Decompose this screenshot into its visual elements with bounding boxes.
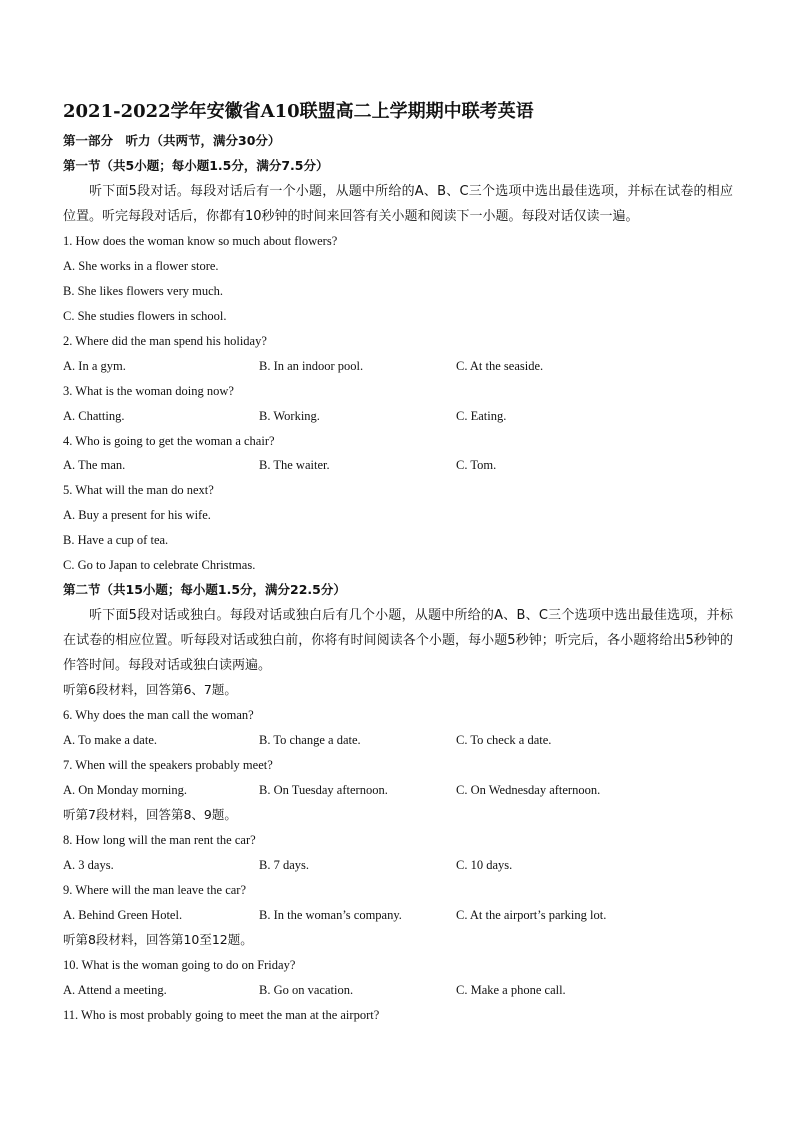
q2-option-a: A. In a gym. — [63, 359, 126, 373]
q10-option-c: C. Make a phone call. — [456, 983, 566, 997]
q5-option-c: C. Go to Japan to celebrate Christmas. — [63, 558, 256, 572]
q10-option-a: A. Attend a meeting. — [63, 983, 167, 997]
question-5: 5. What will the man do next? — [63, 483, 214, 497]
question-9: 9. Where will the man leave the car? — [63, 883, 247, 897]
question-4: 4. Who is going to get the woman a chair? — [63, 434, 275, 448]
question-2: 2. Where did the man spend his holiday? — [63, 334, 267, 348]
q5-option-a: A. Buy a present for his wife. — [63, 508, 211, 522]
q8-options — [63, 856, 743, 874]
q1-option-a: A. She works in a flower store. — [63, 259, 219, 273]
q6-option-c: C. To check a date. — [456, 733, 552, 747]
q9-options — [63, 906, 743, 924]
q1-option-b: B. She likes flowers very much. — [63, 284, 224, 298]
question-1: 1. How does the woman know so much about flowers? — [63, 234, 338, 248]
q9-option-a: A. Behind Green Hotel. — [63, 908, 183, 922]
q8-option-c: C. 10 days. — [456, 858, 513, 872]
q9-option-c: C. At the airport’s parking lot. — [456, 908, 607, 922]
q3-option-c: C. Eating. — [456, 409, 507, 423]
part1-heading: 第一部分 听力（共两节，满分30分） — [63, 133, 281, 148]
q6-option-a: A. To make a date. — [63, 733, 158, 747]
q4-option-a: A. The man. — [63, 458, 126, 472]
question-6: 6. Why does the man call the woman? — [63, 708, 254, 722]
q6-options — [63, 731, 743, 749]
q5-option-b: B. Have a cup of tea. — [63, 533, 169, 547]
material-8-label: 听第8段材料，回答第10至12题。 — [63, 932, 253, 947]
question-8: 8. How long will the man rent the car? — [63, 833, 256, 847]
question-3: 3. What is the woman doing now? — [63, 384, 234, 398]
q8-option-a: A. 3 days. — [63, 858, 114, 872]
question-7: 7. When will the speakers probably meet? — [63, 758, 273, 772]
q9-option-b: B. In the woman’s company. — [259, 908, 402, 922]
q4-options — [63, 456, 743, 474]
q2-option-c: C. At the seaside. — [456, 359, 544, 373]
q3-options — [63, 407, 743, 425]
q1-option-c: C. She studies flowers in school. — [63, 309, 227, 323]
section1-instructions: 听下面5段对话。每段对话后有一个小题，从题中所给的A、B、C三个选项中选出最佳选项，并标在试卷的相应位置。听完每段对话后，你都有10秒钟的时间来回答有关小题和阅读下一小题。每段对话仅读一遍。 — [63, 184, 733, 224]
q7-option-c: C. On Wednesday afternoon. — [456, 783, 601, 797]
question-10: 10. What is the woman going to do on Friday? — [63, 958, 296, 972]
q3-option-a: A. Chatting. — [63, 409, 125, 423]
q4-option-c: C. Tom. — [456, 458, 497, 472]
section1-heading: 第一节（共5小题；每小题1.5分，满分7.5分） — [63, 158, 329, 173]
document-title: 2021-2022学年安徽省A10联盟高二上学期期中联考英语 — [63, 101, 534, 122]
q7-option-b: B. On Tuesday afternoon. — [259, 783, 388, 797]
q6-option-b: B. To change a date. — [259, 733, 361, 747]
section2-instructions: 听下面5段对话或独白。每段对话或独白后有几个小题，从题中所给的A、B、C三个选项中选出最佳选项，并标在试卷的相应位置。听每段对话或独白前，你将有时间阅读各个小题，每小题5秒钟；听完后，各小题将给出5秒钟的作答时间。每段对话或独白读两遍。 — [63, 608, 733, 673]
section2-heading: 第二节（共15小题；每小题1.5分，满分22.5分） — [63, 582, 346, 597]
q10-options — [63, 981, 743, 999]
q3-option-b: B. Working. — [259, 409, 320, 423]
q2-options — [63, 357, 743, 375]
material-6-label: 听第6段材料，回答第6、7题。 — [63, 682, 237, 697]
q7-options — [63, 781, 743, 799]
q10-option-b: B. Go on vacation. — [259, 983, 354, 997]
q2-option-b: B. In an indoor pool. — [259, 359, 364, 373]
question-11: 11. Who is most probably going to meet the man at the airport? — [63, 1008, 380, 1022]
material-7-label: 听第7段材料，回答第8、9题。 — [63, 807, 237, 822]
q7-option-a: A. On Monday morning. — [63, 783, 187, 797]
q8-option-b: B. 7 days. — [259, 858, 309, 872]
q4-option-b: B. The waiter. — [259, 458, 330, 472]
